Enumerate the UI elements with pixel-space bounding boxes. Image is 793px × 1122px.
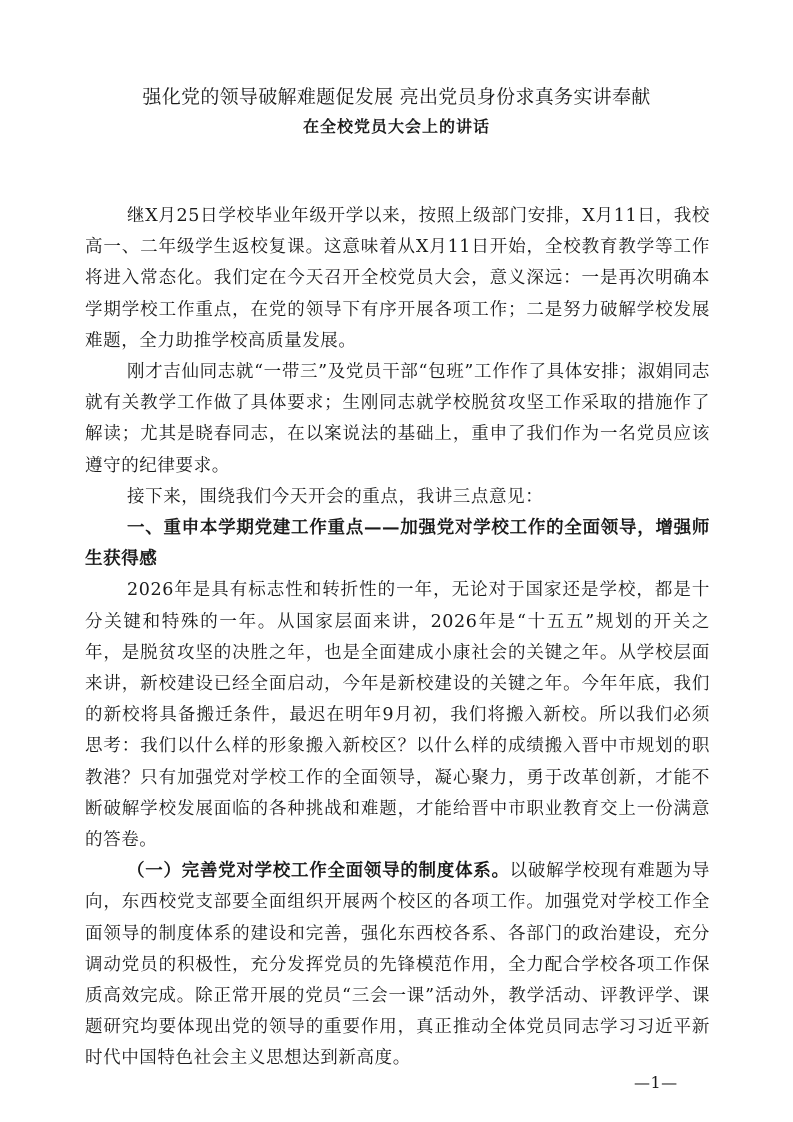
paragraph-intro: 继X月25日学校毕业年级开学以来，按照上级部门安排，X月11日，我校高一、二年级学生返校复课。这意味着从X月11日开始，全校教育教学等工作将进入常态化。我们定在今天召开全校党员大会，意义深远：一是再次明确本学期学校工作重点，在党的领导下有序开展各项工作；二是努力破解学校发展难题，全力助推学校高质量发展。 bbox=[85, 206, 710, 351]
document-title: 强化党的领导破解难题促发展 亮出党员身份求真务实讲奉献 bbox=[142, 86, 651, 108]
section-heading: 一、重申本学期党建工作重点——加强党对学校工作的全面领导，增强师生获得感 bbox=[85, 518, 710, 570]
paragraph-year-context: 2026年是具有标志性和转折性的一年，无论对于国家还是学校，都是十分关键和特殊的一年。从国家层面来讲，2026年是“十五五”规划的开关之年，是脱贫攻坚的决胜之年，也是全面建成小康社会的关键之年。从学校层面来讲，新校建设已经全面启动，今年是新校建设的关键之年。今年年底，我们的新校将具备搬迁条件，最迟在明年9月初，我们将搬入新校。所以我们必须思考：我们以什么样的形象搬入新校区？以什么样的成绩搬入晋中市规划的职教港？只有加强党对学校工作的全面领导，凝心聚力，勇于改革创新，才能不断破解学校发展面临的各种挑战和难题，才能给晋中市职业教育交上一份满意的答卷。 bbox=[85, 580, 710, 851]
subsection-text: 以破解学校现有难题为导向，东西校党支部要全面组织开展两个校区的各项工作。加强党对学校工作全面领导的制度体系的建设和完善，强化东西校各系、各部门的政治建设，充分调动党员的积极性，充分发挥党员的先锋模范作用，全力配合学校各项工作保质高效完成。除正常开展的党员“三会一课”活动外，教学活动、评教评学、课题研究均要体现出党的领导的重要作用，真正推动全体党员同志学习习近平新时代中国特色社会主义思想达到新高度。 bbox=[85, 861, 710, 1069]
page-number: —1— bbox=[634, 1073, 678, 1092]
subsection-paragraph bbox=[85, 856, 710, 1074]
paragraph-transition: 接下来，围绕我们今天开会的重点，我讲三点意见： bbox=[127, 486, 544, 507]
subsection-lead: （一）完善党对学校工作全面领导的制度体系。 bbox=[127, 861, 510, 882]
paragraph-reports: 刚才吉仙同志就“一带三”及党员干部“包班”工作作了具体安排；淑娟同志就有关教学工作做了具体要求；生刚同志就学校脱贫攻坚工作采取的措施作了解读；尤其是晓春同志，在以案说法的基础上，重申了我们作为一名党员应该遵守的纪律要求。 bbox=[85, 362, 710, 476]
document-subtitle: 在全校党员大会上的讲话 bbox=[302, 117, 490, 136]
document-body bbox=[85, 201, 710, 1075]
